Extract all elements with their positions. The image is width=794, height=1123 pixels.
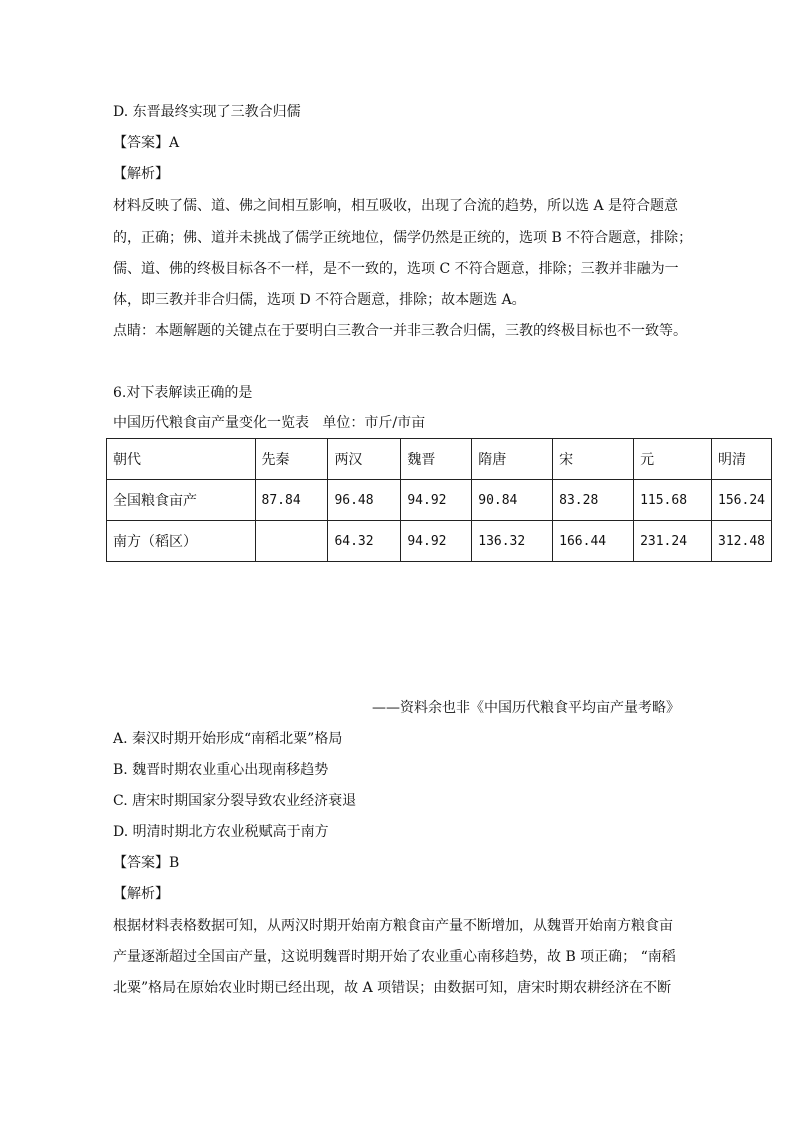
table-row [107,521,772,562]
table-cell: 83.28 [553,480,634,521]
table-cell: 96.48 [328,480,401,521]
table-header-cell: 元 [634,439,712,480]
table-header-cell: 魏晋 [401,439,472,480]
prev-analysis-line: 体，即三教并非合归儒，选项 D 不符合题意，排除；故本题选 A。 [113,292,526,308]
option-a: A. 秦汉时期开始形成“南稻北粟”格局 [113,731,343,747]
prev-answer: 【答案】A [113,135,180,151]
table-cell: 231.24 [634,521,712,562]
table-cell: 156.24 [712,480,772,521]
table-cell: 南方（稻区） [107,521,256,562]
table-cell: 136.32 [472,521,553,562]
answer: 【答案】B [113,855,180,871]
prev-analysis-line: 儒、道、佛的终极目标各不一样，是不一致的，选项 C 不符合题意，排除；三教并非融为一 [113,261,679,277]
table-cell [255,521,328,562]
prev-analysis-line: 材料反映了儒、道、佛之间相互影响，相互吸收，出现了合流的趋势，所以选 A 是符合题意 [113,198,679,214]
analysis-line: 产量逐渐超过全国亩产量，这说明魏晋时期开始了农业重心南移趋势，故 B 项正确； “南稻 [113,949,676,965]
option-c: C. 唐宋时期国家分裂导致农业经济衰退 [113,793,357,809]
table-cell: 全国粮食亩产 [107,480,256,521]
prev-tip: 点睛：本题解题的关键点在于要明白三教合一并非三教合归儒，三教的终极目标也不一致等。 [113,323,687,339]
prev-option-d: D. 东晋最终实现了三教合归儒 [113,104,301,120]
table-header-cell: 两汉 [328,439,401,480]
table-header-row [107,439,772,480]
table-cell: 64.32 [328,521,401,562]
table-cell: 115.68 [634,480,712,521]
table-cell: 94.92 [401,521,472,562]
table-header-cell: 明清 [712,439,772,480]
option-d: D. 明清时期北方农业税赋高于南方 [113,824,329,840]
table-cell: 94.92 [401,480,472,521]
table-source: ——资料余也非《中国历代粮食平均亩产量考略》 [372,700,680,716]
option-b: B. 魏晋时期农业重心出现南移趋势 [113,762,329,778]
prev-analysis-line: 的，正确；佛、道并未挑战了儒学正统地位，儒学仍然是正统的，选项 B 不符合题意，排除； [113,230,693,246]
table-cell: 166.44 [553,521,634,562]
table-header-cell: 宋 [553,439,634,480]
analysis-line: 北粟”格局在原始农业时期已经出现，故 A 项错误；由数据可知，唐宋时期农耕经济在不断 [113,980,672,996]
table-row [107,480,772,521]
table-header-cell: 先秦 [255,439,328,480]
table-cell: 312.48 [712,521,772,562]
analysis-label: 【解析】 [113,886,169,902]
table-header-cell: 朝代 [107,439,256,480]
table-caption: 中国历代粮食亩产量变化一览表 单位：市斤/市亩 [113,415,426,431]
prev-analysis-label: 【解析】 [113,166,169,182]
question-stem: 6.对下表解读正确的是 [113,385,253,401]
table-header-cell: 隋唐 [472,439,553,480]
table-cell: 87.84 [255,480,328,521]
analysis-line: 根据材料表格数据可知，从两汉时期开始南方粮食亩产量不断增加，从魏晋开始南方粮食亩 [113,918,673,934]
yield-table [106,438,772,562]
table-cell: 90.84 [472,480,553,521]
